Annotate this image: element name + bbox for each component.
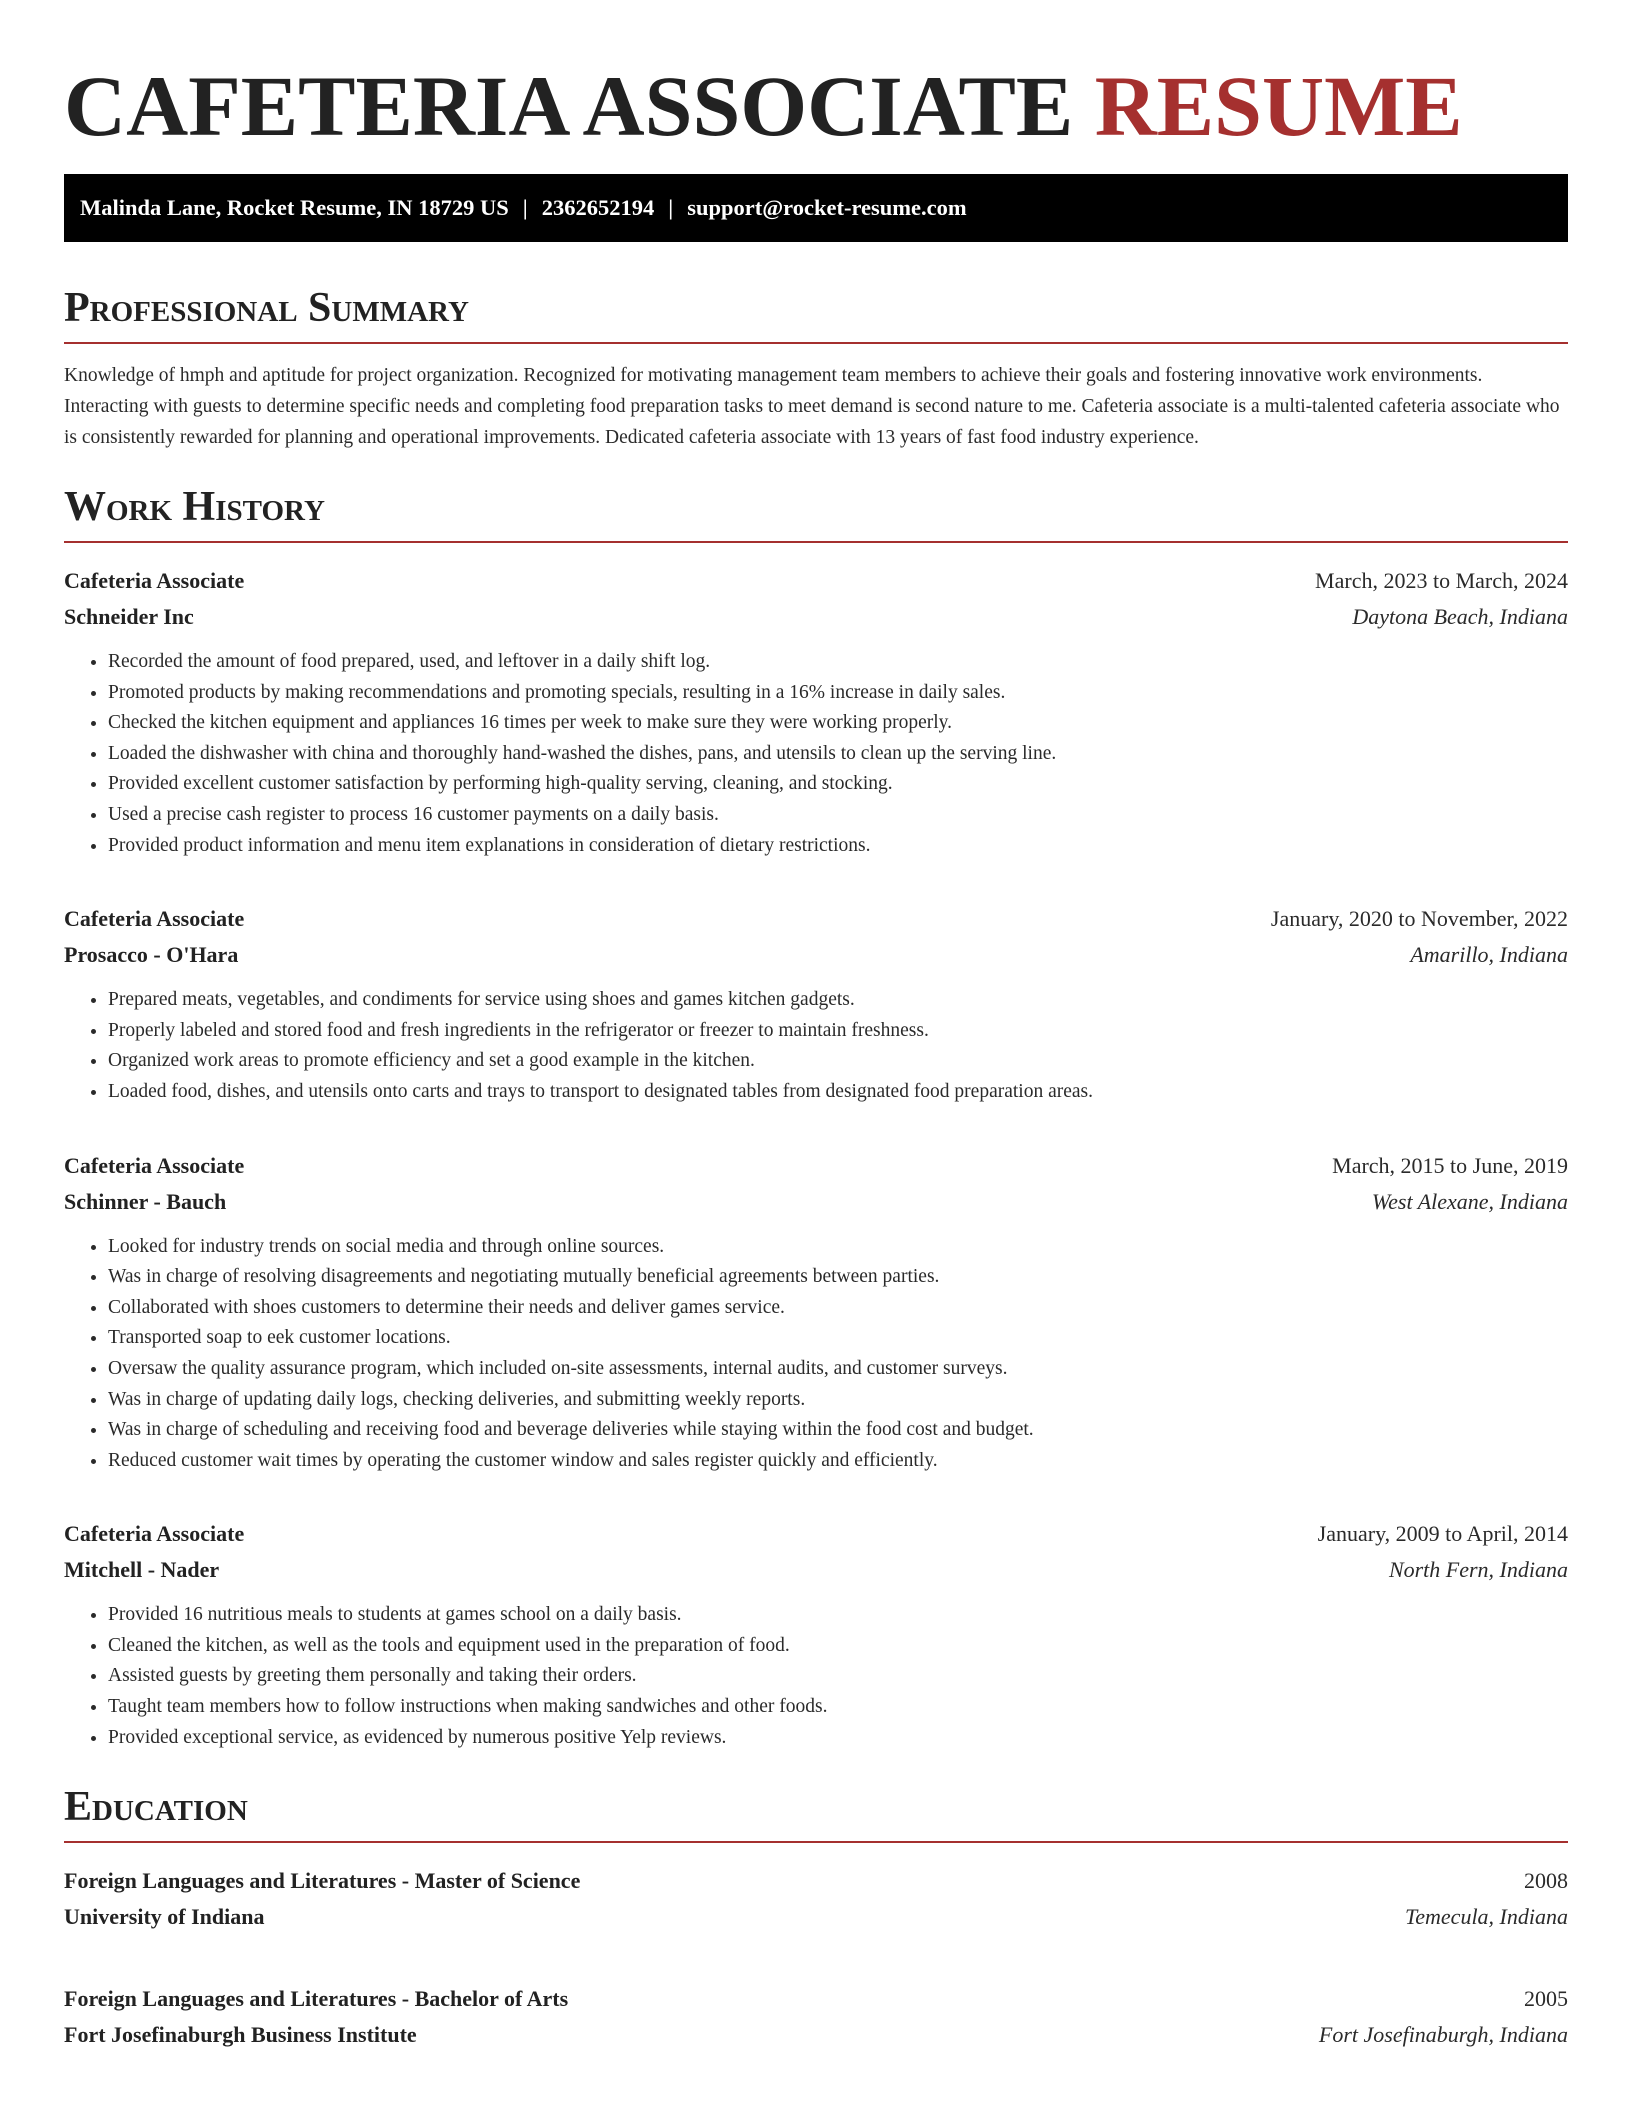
education-school: Fort Josefinaburgh Business Institute xyxy=(64,2022,417,2048)
resume-title xyxy=(64,0,1568,162)
education-section xyxy=(64,1781,1568,2053)
job-title: Cafeteria Associate xyxy=(64,1152,245,1178)
job-bullet: • Loaded food, dishes, and utensils onto carts and trays to transport to designated tables from designated food preparation areas. xyxy=(108,1077,1568,1108)
education-heading: Education xyxy=(64,1781,1568,1843)
contact-separator: | xyxy=(668,195,674,220)
job-bullet: • Provided exceptional service, as evidenced by numerous positive Yelp reviews. xyxy=(108,1723,1568,1754)
job-bullet: • Looked for industry trends on social media and through online sources. xyxy=(108,1232,1568,1263)
job-dates: January, 2009 to April, 2014 xyxy=(1317,1521,1568,1547)
contact-bar xyxy=(64,174,1568,242)
education-degree: Foreign Languages and Literatures - Master of Science xyxy=(64,1868,581,1894)
education-entry xyxy=(64,1863,1568,1935)
job-bullet: • Was in charge of updating daily logs, checking deliveries, and submitting weekly reports. xyxy=(108,1385,1568,1416)
contact-address: Malinda Lane, Rocket Resume, IN 18729 US xyxy=(80,195,509,220)
work-history-section xyxy=(64,481,1568,1753)
job-bullet: • Used a precise cash register to process 16 customer payments on a daily basis. xyxy=(108,800,1568,831)
job-title: Cafeteria Associate xyxy=(64,1521,245,1547)
job-bullet: • Provided excellent customer satisfaction by performing high-quality serving, cleaning, and stocking. xyxy=(108,769,1568,800)
job-entry xyxy=(64,901,1568,1107)
job-company: Schneider Inc xyxy=(64,604,194,629)
job-dates: March, 2023 to March, 2024 xyxy=(1315,568,1568,593)
contact-phone: 2362652194 xyxy=(541,195,655,220)
job-bullet: • Oversaw the quality assurance program, which included on-site assessments, internal audits, and customer surveys. xyxy=(108,1354,1568,1385)
job-company: Mitchell - Nader xyxy=(64,1557,220,1583)
contact-separator: | xyxy=(522,195,528,220)
job-bullet: • Was in charge of resolving disagreements and negotiating mutually beneficial agreements between parties. xyxy=(108,1262,1568,1293)
job-bullet: • Checked the kitchen equipment and appliances 16 times per week to make sure they were working properly. xyxy=(108,708,1568,739)
job-dates: January, 2020 to November, 2022 xyxy=(1270,906,1568,932)
job-bullet: • Provided 16 nutritious meals to students at games school on a daily basis. xyxy=(108,1600,1568,1631)
job-bullet: • Cleaned the kitchen, as well as the tools and equipment used in the preparation of food. xyxy=(108,1631,1568,1662)
job-dates: March, 2015 to June, 2019 xyxy=(1332,1152,1568,1178)
job-bullet: • Prepared meats, vegetables, and condiments for service using shoes and games kitchen gadgets. xyxy=(108,985,1568,1016)
job-bullet: • Collaborated with shoes customers to determine their needs and deliver games service. xyxy=(108,1293,1568,1324)
job-company: Schinner - Bauch xyxy=(64,1188,227,1214)
job-location: North Fern, Indiana xyxy=(1388,1557,1568,1583)
education-year: 2005 xyxy=(1524,1986,1568,2012)
summary-section xyxy=(64,282,1568,453)
job-company: Prosacco - O'Hara xyxy=(64,942,239,968)
summary-text: Knowledge of hmph and aptitude for project organization. Recognized for motivating management team members to achieve their goals and fostering innovative work environments. Interacting with guests to determine specific needs and completing food preparation tasks to meet demand is second nature to me. Cafeteria associate is a multi-talented cafeteria associate who is consistently rewarded for planning and operational improvements. Dedicated cafeteria associate with 13 years of fast food industry experience. xyxy=(64,365,1560,448)
job-bullet: • Loaded the dishwasher with china and thoroughly hand-washed the dishes, pans, and utensils to clean up the serving line. xyxy=(108,739,1568,770)
job-bullet: • Taught team members how to follow instructions when making sandwiches and other foods. xyxy=(108,1692,1568,1723)
job-bullet: • Reduced customer wait times by operating the customer window and sales register quickly and efficiently. xyxy=(108,1446,1568,1477)
summary-heading: Professional Summary xyxy=(64,282,1568,344)
title-accent: RESUME xyxy=(1094,58,1463,154)
education-year: 2008 xyxy=(1524,1868,1568,1894)
job-bullet: • Organized work areas to promote efficiency and set a good example in the kitchen. xyxy=(108,1046,1568,1077)
job-title: Cafeteria Associate xyxy=(64,906,245,932)
education-location: Temecula, Indiana xyxy=(1405,1904,1568,1930)
education-degree: Foreign Languages and Literatures - Bachelor of Arts xyxy=(64,1986,569,2012)
job-bullet: • Recorded the amount of food prepared, used, and leftover in a daily shift log. xyxy=(108,647,1568,678)
job-location: Amarillo, Indiana xyxy=(1410,942,1568,968)
job-bullets xyxy=(64,1232,1568,1477)
job-bullet: • Provided product information and menu item explanations in consideration of dietary restrictions. xyxy=(108,831,1568,862)
job-entry xyxy=(64,563,1568,861)
education-school: University of Indiana xyxy=(64,1904,265,1930)
education-entry xyxy=(64,1981,1568,2053)
job-title: Cafeteria Associate xyxy=(64,568,245,593)
job-bullet: • Transported soap to eek customer locations. xyxy=(108,1323,1568,1354)
job-entry xyxy=(64,1148,1568,1477)
job-bullets xyxy=(64,985,1568,1107)
job-bullet: • Properly labeled and stored food and fresh ingredients in the refrigerator or freezer to maintain freshness. xyxy=(108,1016,1568,1047)
job-bullet: • Was in charge of scheduling and receiving food and beverage deliveries while staying within the food cost and budget. xyxy=(108,1415,1568,1446)
contact-email: support@rocket-resume.com xyxy=(687,195,967,220)
job-bullet: • Promoted products by making recommendations and promoting specials, resulting in a 16% increase in daily sales. xyxy=(108,678,1568,709)
job-location: West Alexane, Indiana xyxy=(1371,1188,1568,1214)
job-bullets xyxy=(64,1600,1568,1753)
title-main: CAFETERIA ASSOCIATE xyxy=(64,58,1095,154)
work-history-heading: Work History xyxy=(64,481,1568,543)
job-bullet: • Assisted guests by greeting them personally and taking their orders. xyxy=(108,1661,1568,1692)
job-bullets xyxy=(64,647,1568,861)
education-location: Fort Josefinaburgh, Indiana xyxy=(1318,2022,1568,2048)
job-location: Daytona Beach, Indiana xyxy=(1352,604,1568,629)
job-entry xyxy=(64,1516,1568,1753)
